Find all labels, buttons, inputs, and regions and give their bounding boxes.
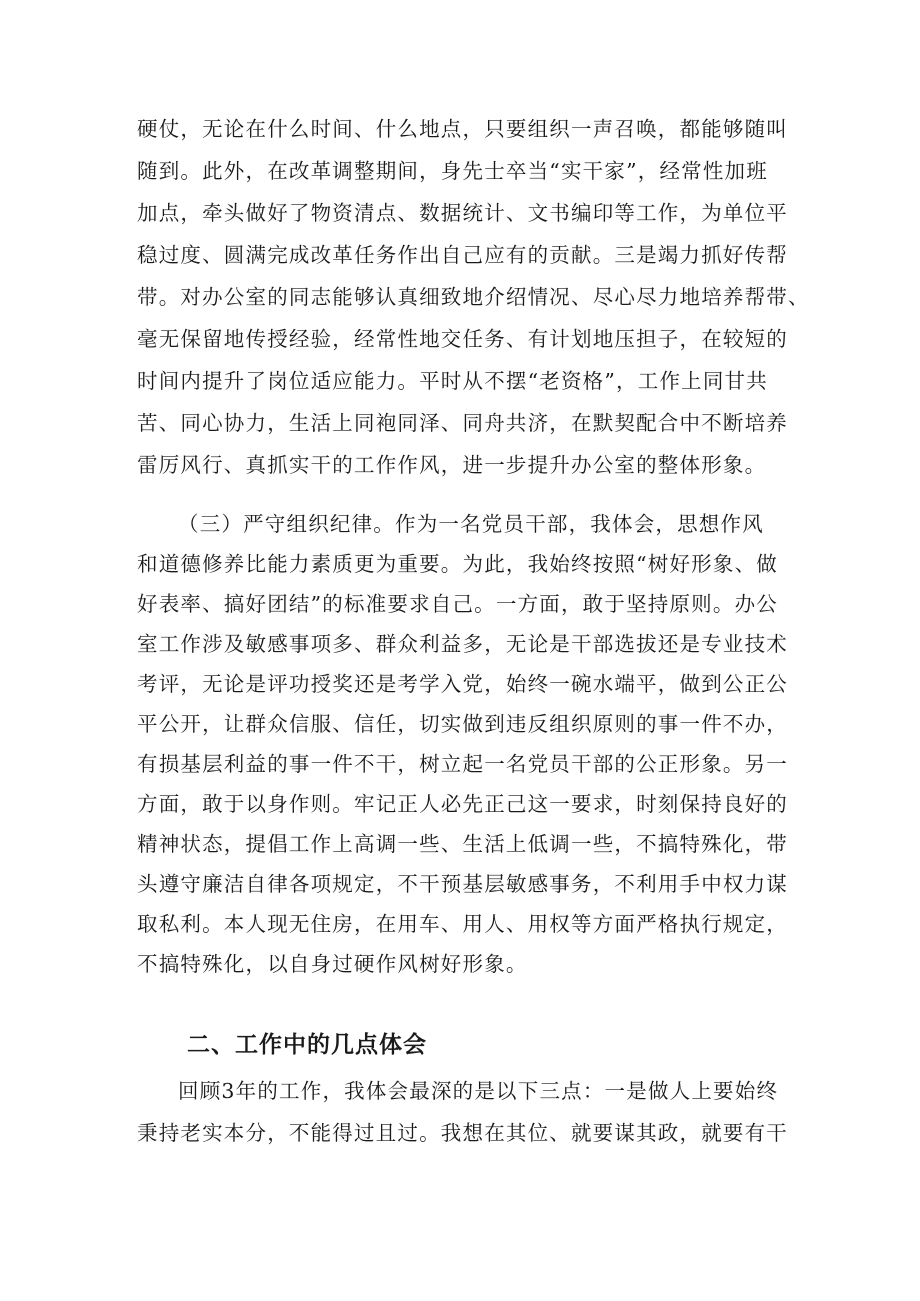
paragraph-line: 室工作涉及敏感事项多、群众利益多，无论是干部选拔还是专业技术	[137, 632, 788, 656]
paragraph-line: 回顾3年的工作，我体会最深的是以下三点：一是做人上要始终	[178, 1079, 779, 1103]
paragraph-line: 加点，牵头做好了物资清点、数据统计、文书编印等工作，为单位平	[137, 201, 788, 225]
paragraph-line: 硬仗，无论在什么时间、什么地点，只要组织一声召唤，都能够随叫	[137, 117, 788, 141]
paragraph-line: 取私利。本人现无住房，在用车、用人、用权等方面严格执行规定，	[137, 912, 788, 936]
paragraph-line: 头遵守廉洁自律各项规定，不干预基层敏感事务，不利用手中权力谋	[137, 872, 788, 896]
paragraph-line: 秉持老实本分，不能得过且过。我想在其位、就要谋其政，就要有干	[137, 1121, 788, 1145]
paragraph-line: （三）严守组织纪律。作为一名党员干部，我体会，思想作风	[178, 512, 764, 536]
paragraph-line: 带。对办公室的同志能够认真细致地介绍情况、尽心尽力地培养帮带、	[137, 285, 810, 309]
paragraph-line: 时间内提升了岗位适应能力。平时从不摆“老资格”，工作上同甘共	[137, 369, 768, 393]
paragraph-line: 毫无保留地传授经验，经常性地交任务、有计划地压担子，在较短的	[137, 327, 788, 351]
paragraph-line: 和道德修养比能力素质更为重要。为此，我始终按照“树好形象、做	[137, 552, 778, 576]
paragraph-line: 考评，无论是评功授奖还是考学入党，始终一碗水端平，做到公正公	[137, 672, 788, 696]
paragraph-line: 雷厉风行、真抓实干的工作作风，进一步提升办公室的整体形象。	[137, 453, 767, 477]
paragraph-line: 随到。此外，在改革调整期间，身先士卒当“实干家”，经常性加班	[137, 159, 768, 183]
paragraph-line: 不搞特殊化，以自身过硬作风树好形象。	[137, 952, 528, 976]
section-heading: 二、工作中的几点体会	[187, 1032, 427, 1058]
paragraph-line: 精神状态，提倡工作上高调一些、生活上低调一些，不搞特殊化，带	[137, 832, 788, 856]
paragraph-line: 有损基层利益的事一件不干，树立起一名党员干部的公正形象。另一	[137, 752, 788, 776]
paragraph-line: 平公开，让群众信服、信任，切实做到违反组织原则的事一件不办，	[137, 712, 788, 736]
paragraph-line: 好表率、搞好团结”的标准要求自己。一方面，敢于坚持原则。办公	[137, 592, 778, 616]
paragraph-line: 苦、同心协力，生活上同袍同泽、同舟共济，在默契配合中不断培养	[137, 411, 788, 435]
paragraph-line: 方面，敢于以身作则。牢记正人必先正己这一要求，时刻保持良好的	[137, 792, 788, 816]
paragraph-line: 稳过度、圆满完成改革任务作出自己应有的贡献。三是竭力抓好传帮	[137, 243, 788, 267]
